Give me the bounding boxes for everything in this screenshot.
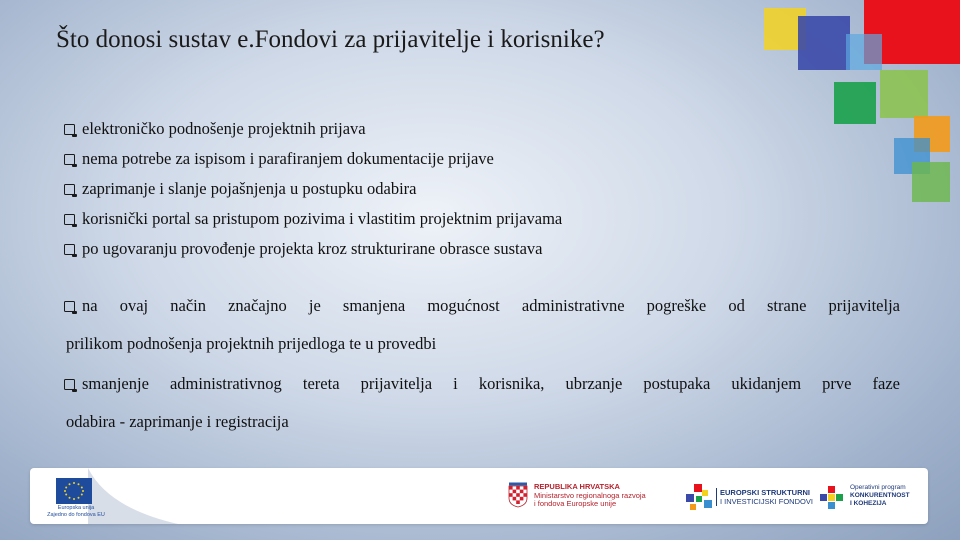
decor-square-lightgreen bbox=[880, 70, 928, 118]
checkbox-bullet-icon bbox=[64, 184, 75, 195]
eu-logo-text: Europska unija Zajedno do fondova EU bbox=[47, 505, 105, 518]
decor-square-blue bbox=[798, 16, 850, 70]
checkbox-bullet-icon bbox=[64, 301, 75, 312]
bullet-text: po ugovaranju provođenje projekta kroz strukturirane obrasce sustava bbox=[82, 239, 543, 258]
decor-square-lightblue bbox=[846, 34, 882, 70]
op-logo-text: Operativni program KONKURENTNOST I KOHEZIJA bbox=[850, 484, 910, 507]
checkbox-bullet-icon bbox=[64, 154, 75, 165]
bullet-list bbox=[64, 114, 562, 264]
paragraph-error-reduction bbox=[64, 294, 900, 356]
esi-funds-icon bbox=[684, 484, 714, 512]
op-competitiveness-icon bbox=[820, 486, 844, 510]
bullet-item bbox=[64, 114, 562, 144]
croatian-coat-of-arms-icon bbox=[508, 482, 528, 508]
decor-square-green bbox=[834, 82, 876, 124]
bullet-item bbox=[64, 204, 562, 234]
esi-funds-logo-text: EUROPSKI STRUKTURNI I INVESTICIJSKI FONDOVI bbox=[716, 488, 813, 506]
paragraph-line: prilikom podnošenja projektnih prijedloga te u provedbi bbox=[66, 334, 437, 353]
checkbox-bullet-icon bbox=[64, 214, 75, 225]
eu-flag-icon bbox=[56, 478, 92, 504]
ministry-logo-text: REPUBLIKA HRVATSKA Ministarstvo regionalnoga razvoja i fondova Europske unije bbox=[534, 482, 646, 508]
checkbox-bullet-icon bbox=[64, 124, 75, 135]
paragraph-line: odabira - zaprimanje i registracija bbox=[66, 412, 289, 431]
checkbox-bullet-icon bbox=[64, 379, 75, 390]
bullet-text: korisnički portal sa pristupom pozivima i vlastitim projektnim prijavama bbox=[82, 209, 563, 228]
bullet-item bbox=[64, 144, 562, 174]
decor-square-green-small bbox=[912, 162, 950, 202]
paragraph-line: na ovaj način značajno je smanjena mogućnost administrativne pogreške od strane prijavitelja bbox=[64, 294, 900, 318]
paragraph-line: smanjenje administrativnog tereta prijavitelja i korisnika, ubrzanje postupaka ukidanjem prve faze bbox=[64, 372, 900, 396]
bullet-item bbox=[64, 234, 562, 264]
paragraph-burden-reduction bbox=[64, 372, 900, 434]
bullet-text: elektroničko podnošenje projektnih prijava bbox=[82, 119, 366, 138]
bullet-text: zaprimanje i slanje pojašnjenja u postupku odabira bbox=[82, 179, 417, 198]
bullet-text: nema potrebe za ispisom i parafiranjem dokumentacije prijave bbox=[82, 149, 494, 168]
checkbox-bullet-icon bbox=[64, 244, 75, 255]
slide-title: Što donosi sustav e.Fondovi za prijavitelje i korisnike? bbox=[56, 26, 605, 53]
bullet-item bbox=[64, 174, 562, 204]
